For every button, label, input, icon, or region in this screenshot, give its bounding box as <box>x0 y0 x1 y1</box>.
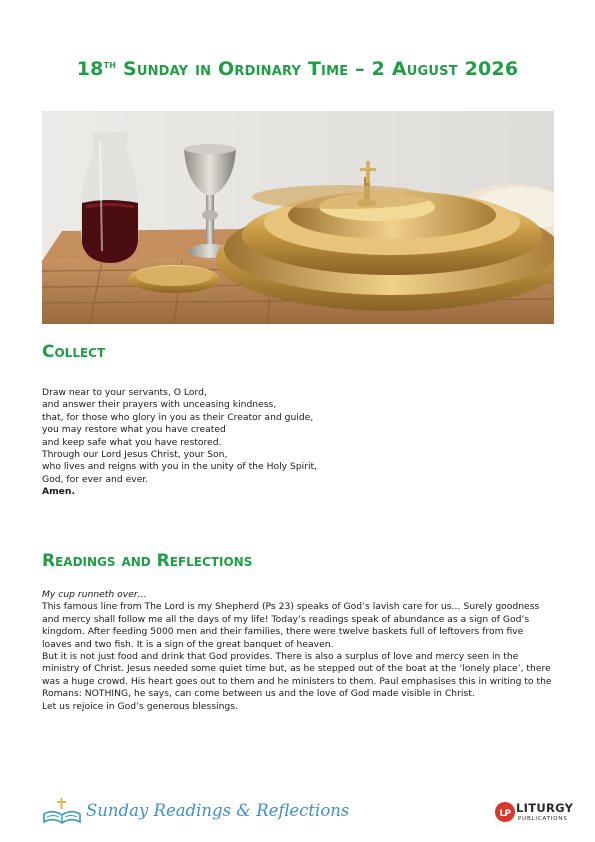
collect-line: God, for ever and ever. <box>42 473 149 485</box>
publisher-logo <box>494 800 574 826</box>
collect-line: who lives and reigns with you in the unity of the Holy Spirit, <box>42 461 318 473</box>
reflection-paragraph: Let us rejoice in God’s generous blessings. <box>42 700 238 712</box>
title-text: Sunday in Ordinary Time – 2 August 2026 <box>116 58 519 80</box>
collect-line: you may restore what you have created <box>42 424 226 436</box>
open-book-cross-icon <box>42 796 82 830</box>
publisher-subtitle: PUBLICATIONS <box>518 816 568 822</box>
lp-logo-icon <box>494 800 516 828</box>
collect-line: and keep safe what you have restored. <box>42 436 222 448</box>
collect-prayer <box>42 387 542 499</box>
collect-line: Draw near to your servants, O Lord, <box>42 387 207 398</box>
title-ordinal-suffix: th <box>103 58 117 71</box>
collect-line: that, for those who glory in you as their Creator and guide, <box>42 411 314 423</box>
svg-text:L: L <box>499 809 506 819</box>
collect-amen: Amen. <box>42 486 75 498</box>
reflection-intro: My cup runneth over… <box>42 589 147 600</box>
collect-line: and answer their prayers with unceasing kindness, <box>42 399 277 411</box>
hero-image-communion-vessels <box>42 111 554 324</box>
title-number: 18 <box>76 58 104 80</box>
svg-text:P: P <box>504 809 512 819</box>
collect-heading: Collect <box>42 342 106 362</box>
page-title <box>0 58 595 80</box>
reflection-paragraph: But it is not just food and drink that God provides. There is also a surplus of love and mercy seen in the ministry of Christ. Jesus needed some quiet time but, as he stepped out of the boat at the ‘lonely place’, there was a huge crowd. His heart goes out to them and he ministers to them. Paul emphasises this in writing to the Romans: NOTHING, he says, can come between us and the love of God made visible in Christ. <box>42 651 552 700</box>
readings-heading: Readings and Reflections <box>42 551 253 571</box>
footer-brand-text: Sunday Readings & Reflections <box>86 801 350 820</box>
collect-line: Through our Lord Jesus Christ, your Son, <box>42 449 228 461</box>
publisher-name: LITURGY <box>516 801 574 815</box>
footer-brand <box>42 796 350 826</box>
readings-reflection <box>42 589 554 713</box>
reflection-paragraph: This famous line from The Lord is my Shepherd (Ps 23) speaks of God’s lavish care for us… Surely goodness and mercy shall follow me all the days of my life! Today’s readings speak of abundance as a sign of God’s kingdom. After feeding 5000 men and their families, there were twelve baskets full of leftovers from five loaves and two fish. It is a sign of the great banquet of heaven. <box>42 601 540 650</box>
